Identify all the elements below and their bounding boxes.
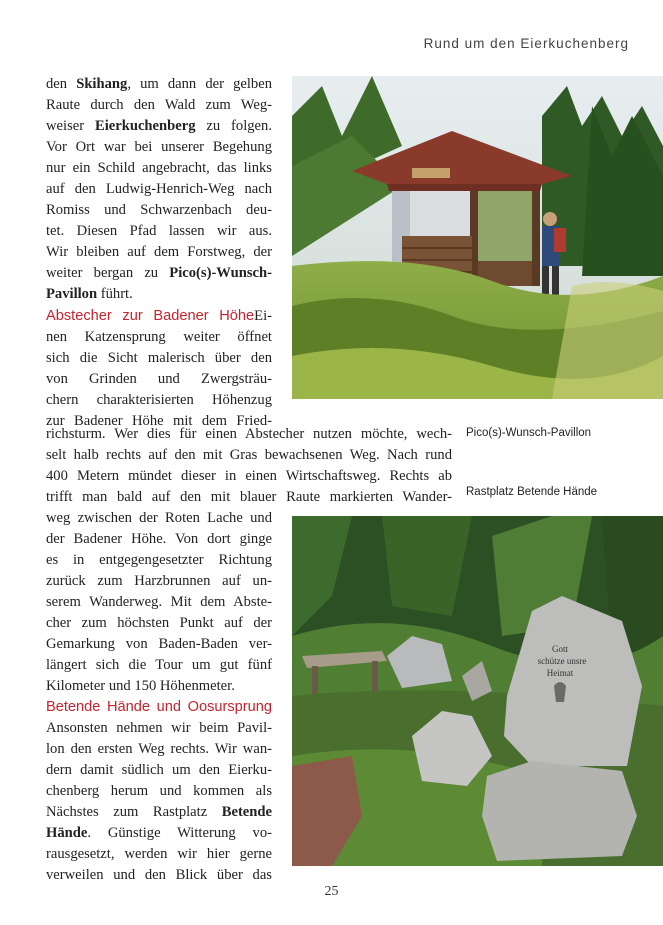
text-line: selt halb rechts auf den mit Gras bewachsenen Weg. Nach rund (46, 447, 452, 463)
text-line: chern charakterisierten Höhenzug (46, 392, 272, 408)
text-line: Kilometer und 150 Höhenmeter. (46, 678, 235, 694)
page-number: 25 (324, 884, 339, 899)
text-line: trifft man bald auf den mit blauer Raute markierten Wander- (46, 489, 452, 505)
svg-text:Gott: Gott (551, 644, 569, 654)
text-line: sich die Sicht malerisch über den (46, 350, 272, 366)
text-line: Wir bleiben auf dem Forstweg, der (46, 244, 272, 260)
caption-pavilion: Pico(s)-Wunsch-Pavillon (466, 427, 592, 439)
svg-text:Heimat: Heimat (546, 668, 574, 678)
text-line: Gemarkung von Baden-Baden ver- (46, 636, 272, 652)
text-line: rausgesetzt, werden wir hier gerne (46, 846, 272, 862)
text-line: auf den Ludwig-Henrich-Weg nach (46, 181, 272, 197)
text-line: weg zwischen der Roten Lache und (46, 510, 272, 526)
text-line: dern damit südlich um den Eierku- (46, 762, 272, 778)
text-line: Hände. Günstige Witterung vo- (46, 825, 272, 841)
text-line: Vor Ort war bei unserer Begehung (46, 139, 272, 155)
text-line: Raute durch den Wald zum Weg- (46, 97, 272, 113)
text-line: längert sich die Tour um gut fünf (46, 657, 272, 673)
text-line: verweilen und den Blick über das (46, 867, 272, 883)
text-line: von Grinden und Zwergsträu- (46, 371, 272, 387)
text-line: cher zum höchsten Punkt auf der (46, 615, 272, 631)
text-line: Nächstes zum Rastplatz Betende (46, 804, 272, 820)
text-line: richsturm. Wer dies für einen Abstecher nutzen möchte, wech- (46, 426, 452, 442)
running-header: Rund um den Eierkuchenberg (423, 36, 629, 51)
text-line: Pavillon führt. (46, 286, 133, 302)
text-line: zur Badener Höhe mit dem Fried- (46, 413, 272, 429)
text-line: Romiss und Schwarzenbach deu- (46, 202, 272, 218)
text-line: tet. Diesen Pfad lassen wir aus. (46, 223, 272, 239)
svg-text:schütze unsre: schütze unsre (537, 656, 587, 666)
text-line: chenberg herum und kommen als (46, 783, 272, 799)
text-line: nur ein Schild angebracht, das links (46, 160, 272, 176)
text-line: serem Wanderweg. Mit dem Abste- (46, 594, 272, 610)
text-line: es in entgegengesetzter Richtung (46, 552, 272, 568)
text-line: 400 Metern mündet dieser in einen Wirtschaftsweg. Rechts ab (46, 468, 452, 484)
text-line: nen Katzensprung weiter öffnet (46, 329, 272, 345)
caption-rest-area: Rastplatz Betende Hände (466, 486, 598, 498)
text-line: Ansonsten nehmen wir beim Pavil- (46, 720, 272, 736)
text-line: weiser Eierkuchenberg zu folgen. (46, 118, 272, 134)
text-line: den Skihang, um dann der gelben (46, 76, 272, 92)
text-line: zurück zum Harzbrunnen auf un- (46, 573, 272, 589)
photo-rest-area (292, 516, 663, 866)
section-heading-betende-haende: Betende Hände und Oosursprung (46, 699, 272, 715)
section-heading-badener-hoehe: Abstecher zur Badener HöheEi- (46, 308, 272, 324)
text-line: weiter bergan zu Pico(s)-Wunsch- (46, 265, 272, 281)
text-line: lon den ersten Weg rechts. Wir wan- (46, 741, 272, 757)
photo-pavilion (292, 76, 663, 399)
text-line: der Badener Höhe. Von dort ginge (46, 531, 272, 547)
